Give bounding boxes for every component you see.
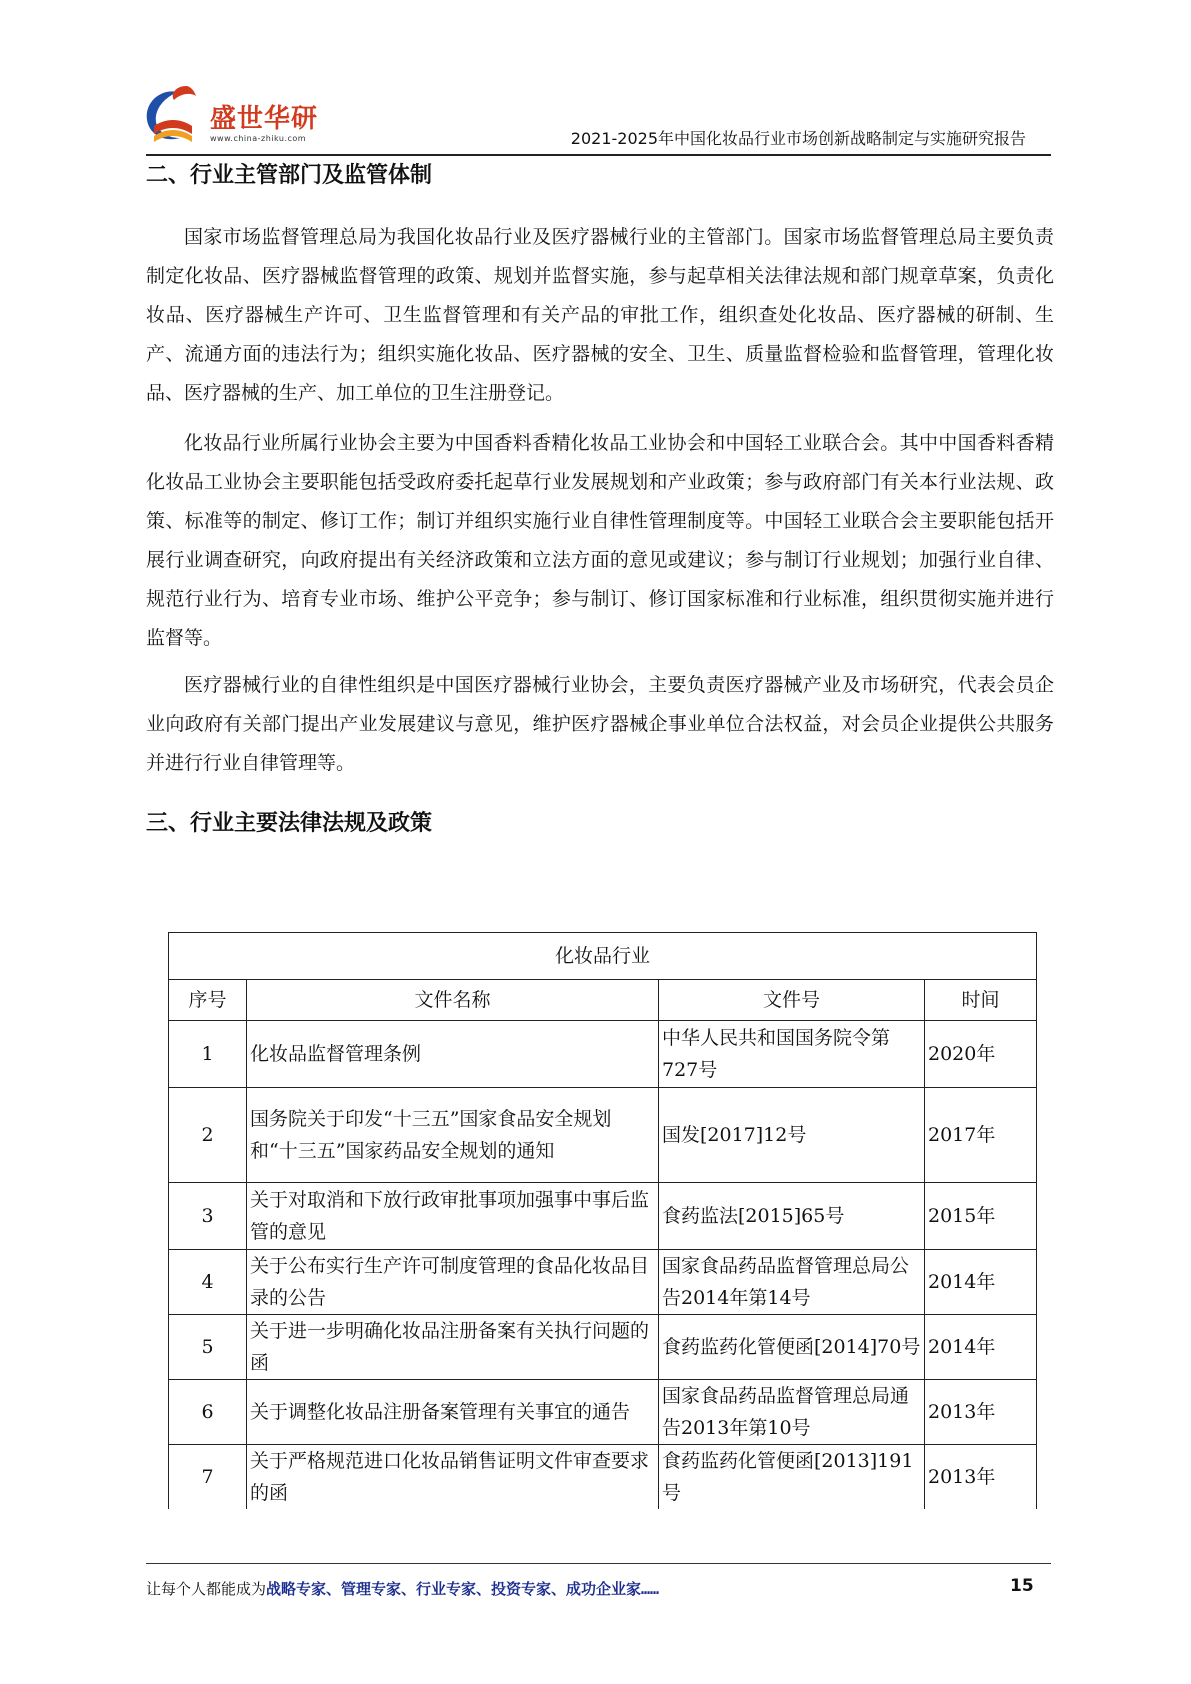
table-header-row: [169, 980, 1037, 1021]
report-title: 2021-2025年中国化妆品行业市场创新战略制定与实施研究报告: [570, 129, 1026, 148]
table-row: [169, 1021, 1037, 1088]
cell-doc: 食药监法[2015]65号: [659, 1183, 925, 1250]
column-header-doc: 文件号: [659, 980, 925, 1021]
cell-no: 2: [169, 1088, 247, 1183]
logo-name: 盛世华研: [210, 104, 319, 134]
cell-no: 4: [169, 1250, 247, 1315]
section-heading-laws-policies: 三、行业主要法律法规及政策: [146, 811, 433, 836]
table-row: [169, 1445, 1037, 1510]
header-divider: [146, 154, 1051, 156]
cell-doc: 国家食品药品监督管理总局公告2014年第14号: [659, 1250, 925, 1315]
regulations-table: [168, 932, 1037, 1509]
column-header-no: 序号: [169, 980, 247, 1021]
cell-name: 关于公布实行生产许可制度管理的食品化妆品目录的公告: [247, 1250, 659, 1315]
column-header-year: 时间: [925, 980, 1037, 1021]
cell-year: 2014年: [925, 1250, 1037, 1315]
cell-doc: 食药监药化管便函[2014]70号: [659, 1315, 925, 1380]
cell-name: 关于进一步明确化妆品注册备案有关执行问题的函: [247, 1315, 659, 1380]
logo-url: www.china-zhiku.com: [210, 134, 307, 143]
cell-year: 2020年: [925, 1021, 1037, 1088]
cell-name: 化妆品监督管理条例: [247, 1021, 659, 1088]
cell-year: 2013年: [925, 1445, 1037, 1510]
cell-no: 1: [169, 1021, 247, 1088]
cell-name: 关于调整化妆品注册备案管理有关事宜的通告: [247, 1380, 659, 1445]
cell-year: 2013年: [925, 1380, 1037, 1445]
table-row: [169, 1315, 1037, 1380]
page-header: [0, 0, 1191, 160]
table-caption: 化妆品行业: [169, 933, 1037, 980]
column-header-name: 文件名称: [247, 980, 659, 1021]
cell-no: 5: [169, 1315, 247, 1380]
table-row: [169, 1380, 1037, 1445]
cell-name: 关于对取消和下放行政审批事项加强事中事后监管的意见: [247, 1183, 659, 1250]
cell-doc: 国发[2017]12号: [659, 1088, 925, 1183]
cell-doc: 中华人民共和国国务院令第727号: [659, 1021, 925, 1088]
page-number: 15: [1010, 1576, 1034, 1596]
section-heading-regulatory-bodies: 二、行业主管部门及监管体制: [146, 163, 433, 188]
cell-no: 6: [169, 1380, 247, 1445]
footer-slogan-prefix: 让每个人都能成为: [146, 1580, 267, 1598]
cell-name: 国务院关于印发“十三五”国家食品安全规划和“十三五”国家药品安全规划的通知: [247, 1088, 659, 1183]
footer-slogan-highlight: 战略专家、管理专家、行业专家、投资专家、成功企业家……: [266, 1580, 660, 1598]
paragraph-associations: 化妆品行业所属行业协会主要为中国香料香精化妆品工业协会和中国轻工业联合会。其中中国香料香精化妆品工业协会主要职能包括受政府委托起草行业发展规划和产业政策；参与政府部门有关本行业法规、政策、标准等的制定、修订工作；制订并组织实施行业自律性管理制度等。中国轻工业联合会主要职能包括开展行业调查研究，向政府提出有关经济政策和立法方面的意见或建议；参与制订行业规划；加强行业自律、规范行业行为、培育专业市场、维护公平竞争；参与制订、修订国家标准和行业标准，组织贯彻实施并进行监督等。: [146, 432, 1054, 649]
paragraph-medical-association: 医疗器械行业的自律性组织是中国医疗器械行业协会，主要负责医疗器械产业及市场研究，代表会员企业向政府有关部门提出产业发展建议与意见，维护医疗器械企事业单位合法权益，对会员企业提供公共服务并进行行业自律管理等。: [146, 674, 1054, 774]
cell-year: 2014年: [925, 1315, 1037, 1380]
cell-year: 2015年: [925, 1183, 1037, 1250]
cell-no: 3: [169, 1183, 247, 1250]
cell-doc: 食药监药化管便函[2013]191号: [659, 1445, 925, 1510]
cell-no: 7: [169, 1445, 247, 1510]
table-row: [169, 1088, 1037, 1183]
cell-name: 关于严格规范进口化妆品销售证明文件审查要求的函: [247, 1445, 659, 1510]
table-row: [169, 1183, 1037, 1250]
footer-divider: [146, 1563, 1051, 1564]
table-row: [169, 1250, 1037, 1315]
paragraph-regulator: 国家市场监督管理总局为我国化妆品行业及医疗器械行业的主管部门。国家市场监督管理总局主要负责制定化妆品、医疗器械监督管理的政策、规划并监督实施，参与起草相关法律法规和部门规章草案，负责化妆品、医疗器械生产许可、卫生监督管理和有关产品的审批工作，组织查处化妆品、医疗器械的研制、生产、流通方面的违法行为；组织实施化妆品、医疗器械的安全、卫生、质量监督检验和监督管理，管理化妆品、医疗器械的生产、加工单位的卫生注册登记。: [146, 226, 1054, 404]
footer-slogan: [146, 1578, 659, 1599]
cell-doc: 国家食品药品监督管理总局通告2013年第10号: [659, 1380, 925, 1445]
cell-year: 2017年: [925, 1088, 1037, 1183]
